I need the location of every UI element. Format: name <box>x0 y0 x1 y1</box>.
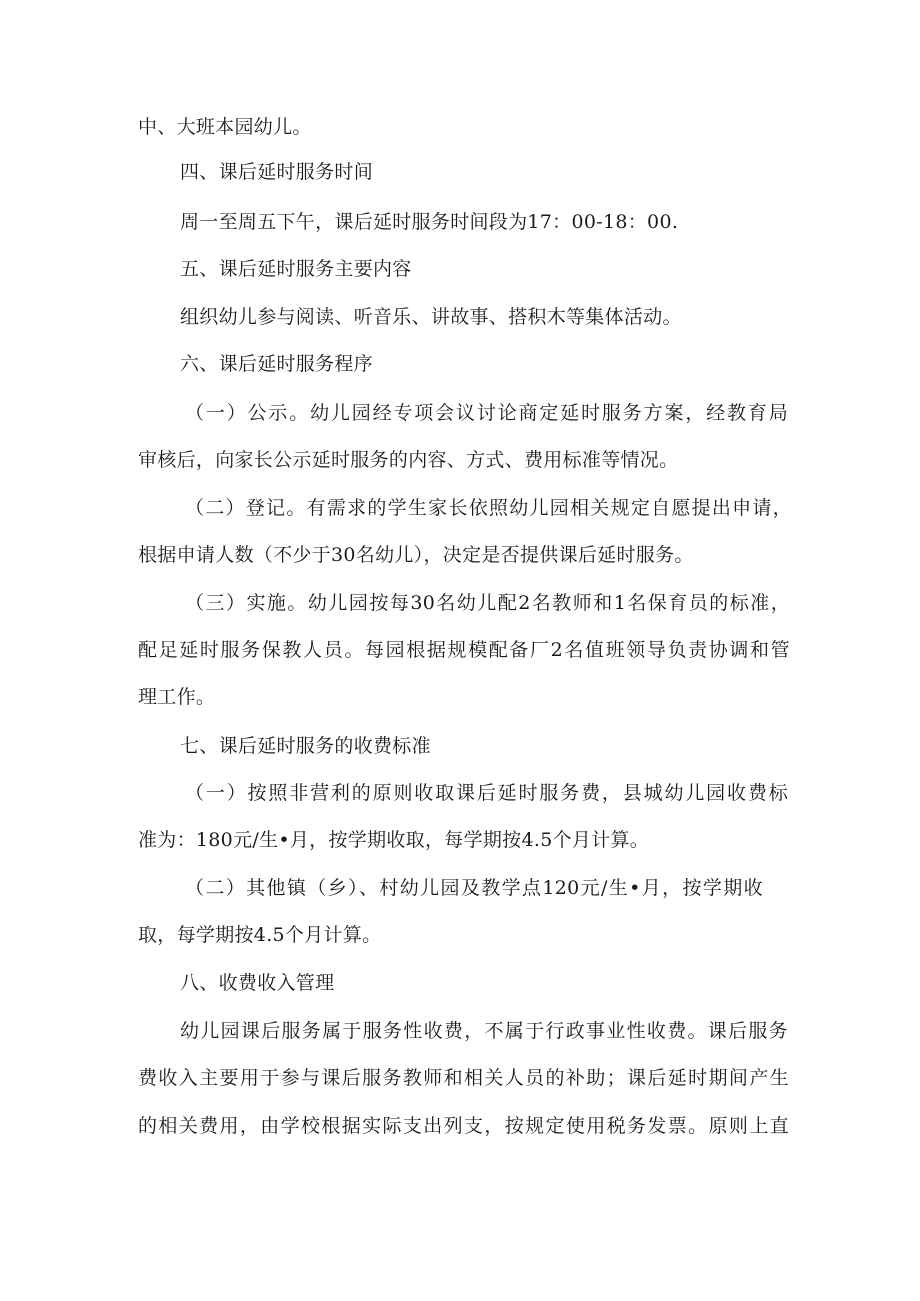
paragraph-line: 理工作。 <box>138 686 216 708</box>
paragraph-line: （一）按照非营利的原则收取课后延时服务费，县城幼儿园收费标 <box>185 782 788 804</box>
section-heading-7: 七、课后延时服务的收费标准 <box>180 735 431 757</box>
paragraph-line: 审核后，向家长公示延时服务的内容、方式、费用标准等情况。 <box>138 449 679 471</box>
paragraph-line: （二）其他镇（乡）、村幼儿园及教学点120元/生•月，按学期收 <box>185 877 763 899</box>
section-heading-6: 六、课后延时服务程序 <box>180 353 374 375</box>
paragraph-line: 中、大班本园幼儿。 <box>138 116 312 138</box>
paragraph-line: 根据申请人数（不少于30名幼儿），决定是否提供课后延时服务。 <box>138 544 694 566</box>
paragraph-line: 幼儿园课后服务属于服务性收费，不属于行政事业性收费。课后服务 <box>180 1020 788 1042</box>
paragraph-line: （三）实施。幼儿园按每30名幼儿配2名教师和1名保育员的标准， <box>185 592 790 614</box>
paragraph-line: 的相关费用，由学校根据实际支出列支，按规定使用税务发票。原则上直 <box>138 1115 789 1137</box>
paragraph-line: 周一至周五下午，课后延时服务时间段为17：00-18：00. <box>180 211 679 233</box>
paragraph-line: 费收入主要用于参与课后服务教师和相关人员的补助；课后延时期间产生 <box>138 1067 789 1089</box>
paragraph-line: （二）登记。有需求的学生家长依照幼儿园相关规定自愿提出申请， <box>185 497 792 519</box>
paragraph-line: 组织幼儿参与阅读、听音乐、讲故事、搭积木等集体活动。 <box>180 306 682 328</box>
paragraph-line: （一）公示。幼儿园经专项会议讨论商定延时服务方案，经教育局 <box>185 402 788 424</box>
section-heading-4: 四、课后延时服务时间 <box>180 161 374 183</box>
paragraph-line: 取，每学期按4.5个月计算。 <box>138 924 382 946</box>
section-heading-8: 八、收费收入管理 <box>180 972 335 994</box>
paragraph-line: 配足延时服务保教人员。每园根据规模配备厂2名值班领导负责协调和管 <box>138 639 790 661</box>
section-heading-5: 五、课后延时服务主要内容 <box>180 258 412 280</box>
paragraph-line: 准为：180元/生•月，按学期收取，每学期按4.5个月计算。 <box>138 829 650 851</box>
